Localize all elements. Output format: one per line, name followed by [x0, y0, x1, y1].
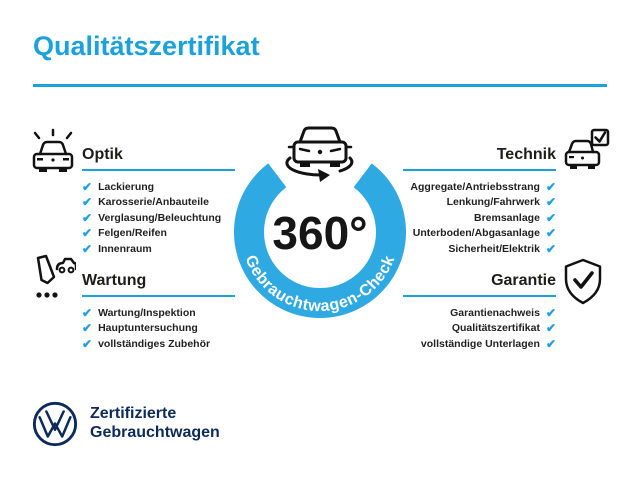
- check-item-label: Qualitätszertifikat: [451, 322, 540, 335]
- check-icon: ✔: [82, 179, 93, 194]
- check-icon: ✔: [82, 305, 93, 320]
- check-icon: ✔: [82, 321, 93, 336]
- check-item-label: Hauptuntersuchung: [98, 322, 198, 335]
- title-divider: [33, 84, 607, 87]
- check-icon: ✔: [82, 195, 93, 210]
- section-title-technik: Technik: [496, 146, 556, 163]
- check-icon: ✔: [82, 226, 93, 241]
- check-item-label: Unterboden/Abgasanlage: [412, 227, 540, 240]
- car-360-rotation-icon: [276, 122, 364, 186]
- check-icon: ✔: [545, 336, 556, 351]
- section-title-garantie: Garantie: [491, 272, 556, 289]
- check-item-label: Karosserie/Anbauteile: [98, 196, 209, 209]
- check-item-label: Bremsanlage: [473, 211, 540, 224]
- shield-check-icon: [562, 258, 610, 308]
- section-title-wartung: Wartung: [82, 272, 147, 289]
- car-shine-icon: [30, 128, 78, 178]
- check-item-label: Sicherheit/Elektrik: [448, 242, 540, 255]
- degree-label: 360°: [272, 207, 368, 259]
- page-title: Qualitätszertifikat: [33, 31, 260, 61]
- vw-logo: [31, 400, 79, 448]
- check-icon: ✔: [82, 241, 93, 256]
- check-item-label: Lenkung/Fahrwerk: [446, 196, 540, 209]
- car-checkbox-icon: [562, 128, 610, 178]
- check-item-label: vollständiges Zubehör: [98, 337, 211, 350]
- footer-brand-text: [90, 404, 220, 442]
- check-icon: ✔: [545, 179, 556, 194]
- check-item-label: Aggregate/Antriebsstrang: [410, 180, 540, 193]
- check-icon: ✔: [545, 195, 556, 210]
- check-icon: ✔: [545, 305, 556, 320]
- check-icon: ✔: [82, 336, 93, 351]
- check-item-label: Wartung/Inspektion: [98, 306, 196, 319]
- service-checklist-icon: [30, 254, 78, 304]
- check-item-label: Verglasung/Beleuchtung: [98, 211, 222, 224]
- section-title-optik: Optik: [82, 146, 123, 163]
- check-item-label: Felgen/Reifen: [98, 227, 167, 240]
- check-icon: ✔: [545, 210, 556, 225]
- footer-brand-line2: Gebrauchtwagen: [90, 424, 220, 441]
- check-item-label: Lackierung: [98, 180, 155, 193]
- check-item-label: vollständige Unterlagen: [420, 337, 540, 350]
- check-item-label: Garantienachweis: [450, 306, 540, 319]
- footer-brand-line1: Zertifizierte: [90, 405, 177, 422]
- check-icon: ✔: [545, 226, 556, 241]
- check-item-label: Innenraum: [98, 242, 152, 255]
- check-icon: ✔: [82, 210, 93, 225]
- ring-label: Gebrauchtwagen-Check: [241, 252, 399, 316]
- check-icon: ✔: [545, 241, 556, 256]
- check-icon: ✔: [545, 321, 556, 336]
